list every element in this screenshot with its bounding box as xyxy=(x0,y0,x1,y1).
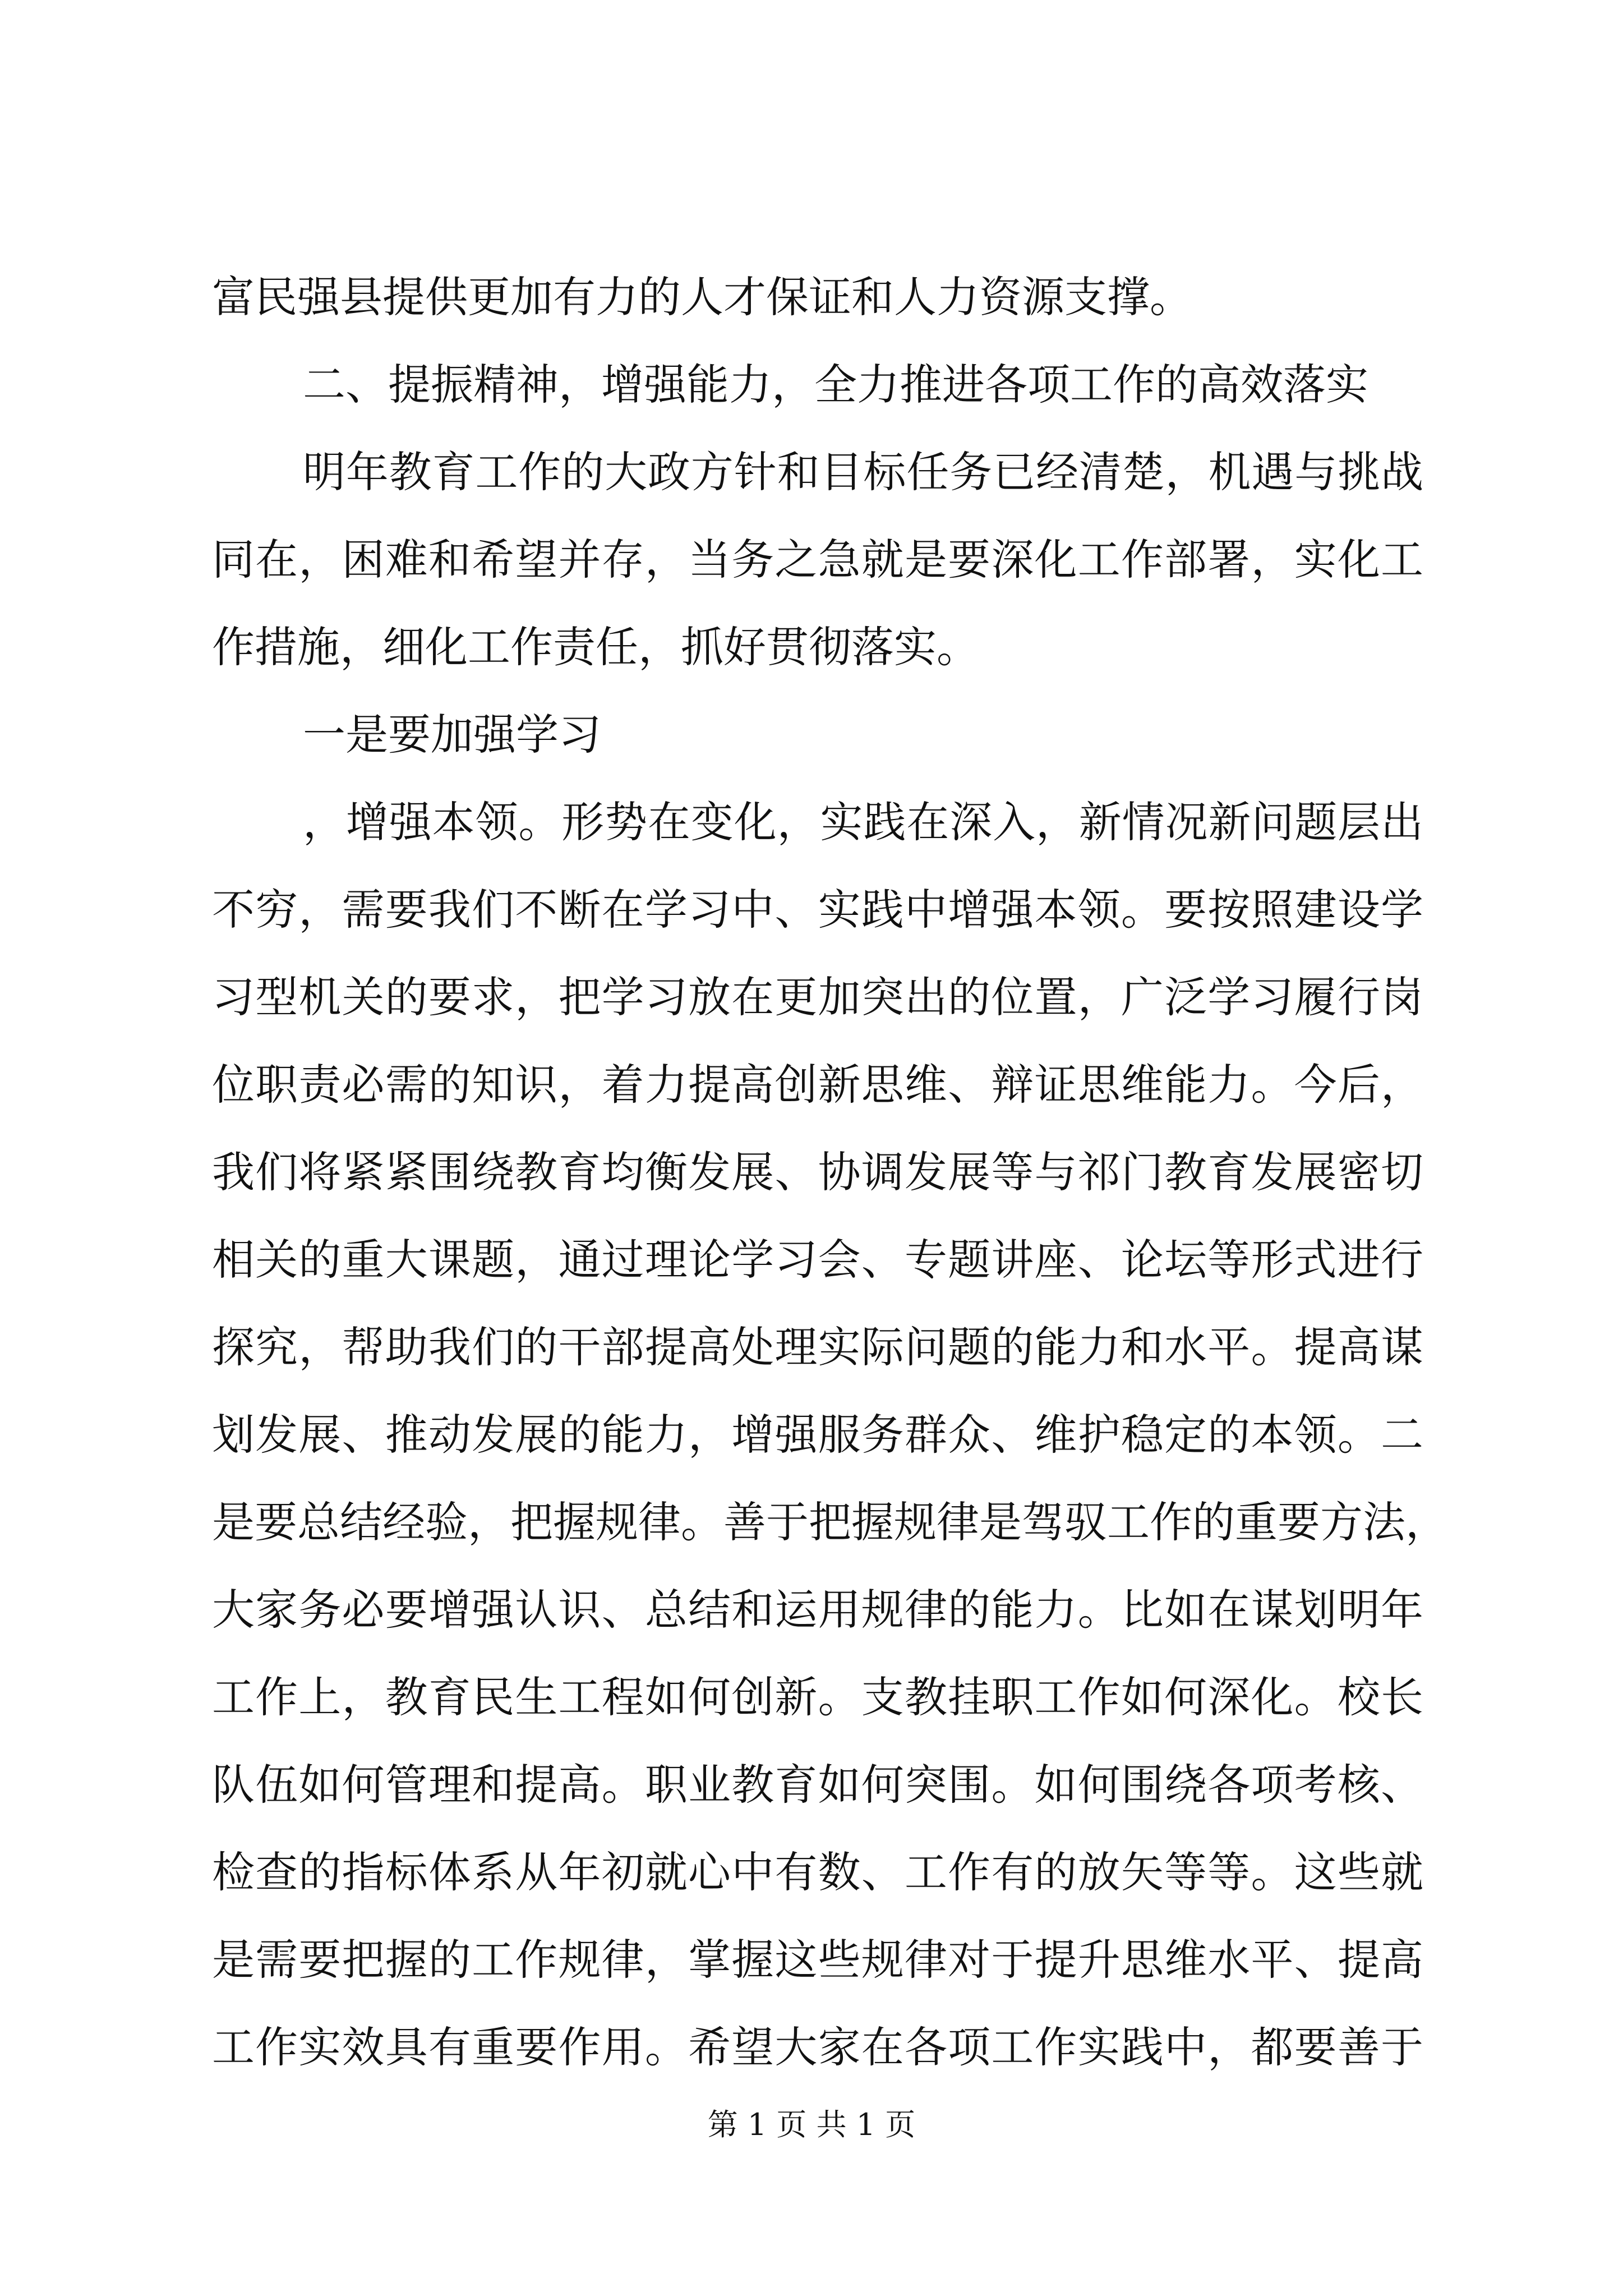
paragraph-line: 作措施，细化工作责任，抓好贯彻落实。 xyxy=(212,622,979,672)
paragraph-line: 是需要把握的工作规律，掌握这些规律对于提升思维水平、提高 xyxy=(212,1935,1423,1985)
paragraph-line: 习型机关的要求，把学习放在更加突出的位置，广泛学习履行岗 xyxy=(212,972,1423,1022)
paragraph-line: 划发展、推动发展的能力，增强服务群众、维护稳定的本领。二 xyxy=(212,1410,1423,1460)
paragraph-line: 队伍如何管理和提高。职业教育如何突围。如何围绕各项考核、 xyxy=(212,1760,1423,1810)
paragraph-line: 相关的重大课题，通过理论学习会、专题讲座、论坛等形式进行 xyxy=(212,1235,1423,1285)
paragraph-line: 我们将紧紧围绕教育均衡发展、协调发展等与祁门教育发展密切 xyxy=(212,1147,1423,1197)
paragraph-line: 富民强县提供更加有力的人才保证和人力资源支撑。 xyxy=(212,272,1192,322)
paragraph-line: 不穷，需要我们不断在学习中、实践中增强本领。要按照建设学 xyxy=(212,885,1423,935)
paragraph-line: 工作上，教育民生工程如何创新。支教挂职工作如何深化。校长 xyxy=(212,1672,1423,1722)
subheading-line: 一是要加强学习 xyxy=(303,710,601,760)
paragraph-line: 位职责必需的知识，着力提高创新思维、辩证思维能力。今后， xyxy=(212,1060,1423,1110)
paragraph-line: 大家务必要增强认识、总结和运用规律的能力。比如在谋划明年 xyxy=(212,1585,1423,1635)
paragraph-line: 工作实效具有重要作用。希望大家在各项工作实践中，都要善于 xyxy=(212,2022,1423,2072)
paragraph-line: 同在，困难和希望并存，当务之急就是要深化工作部署，实化工 xyxy=(212,535,1423,585)
paragraph-line: 是要总结经验，把握规律。善于把握规律是驾驭工作的重要方法， xyxy=(212,1497,1448,1547)
paragraph-line: 探究，帮助我们的干部提高处理实际问题的能力和水平。提高谋 xyxy=(212,1322,1423,1372)
section-heading: 二、提振精神，增强能力，全力推进各项工作的高效落实 xyxy=(303,360,1368,409)
page-number-footer: 第 1 页 共 1 页 xyxy=(707,2107,916,2142)
paragraph-line: ，增强本领。形势在变化，实践在深入，新情况新问题层出 xyxy=(303,797,1423,847)
document-body xyxy=(212,254,1448,2091)
paragraph-line: 检查的指标体系从年初就心中有数、工作有的放矢等等。这些就 xyxy=(212,1847,1423,1897)
paragraph-line: 明年教育工作的大政方针和目标任务已经清楚，机遇与挑战 xyxy=(303,447,1423,497)
